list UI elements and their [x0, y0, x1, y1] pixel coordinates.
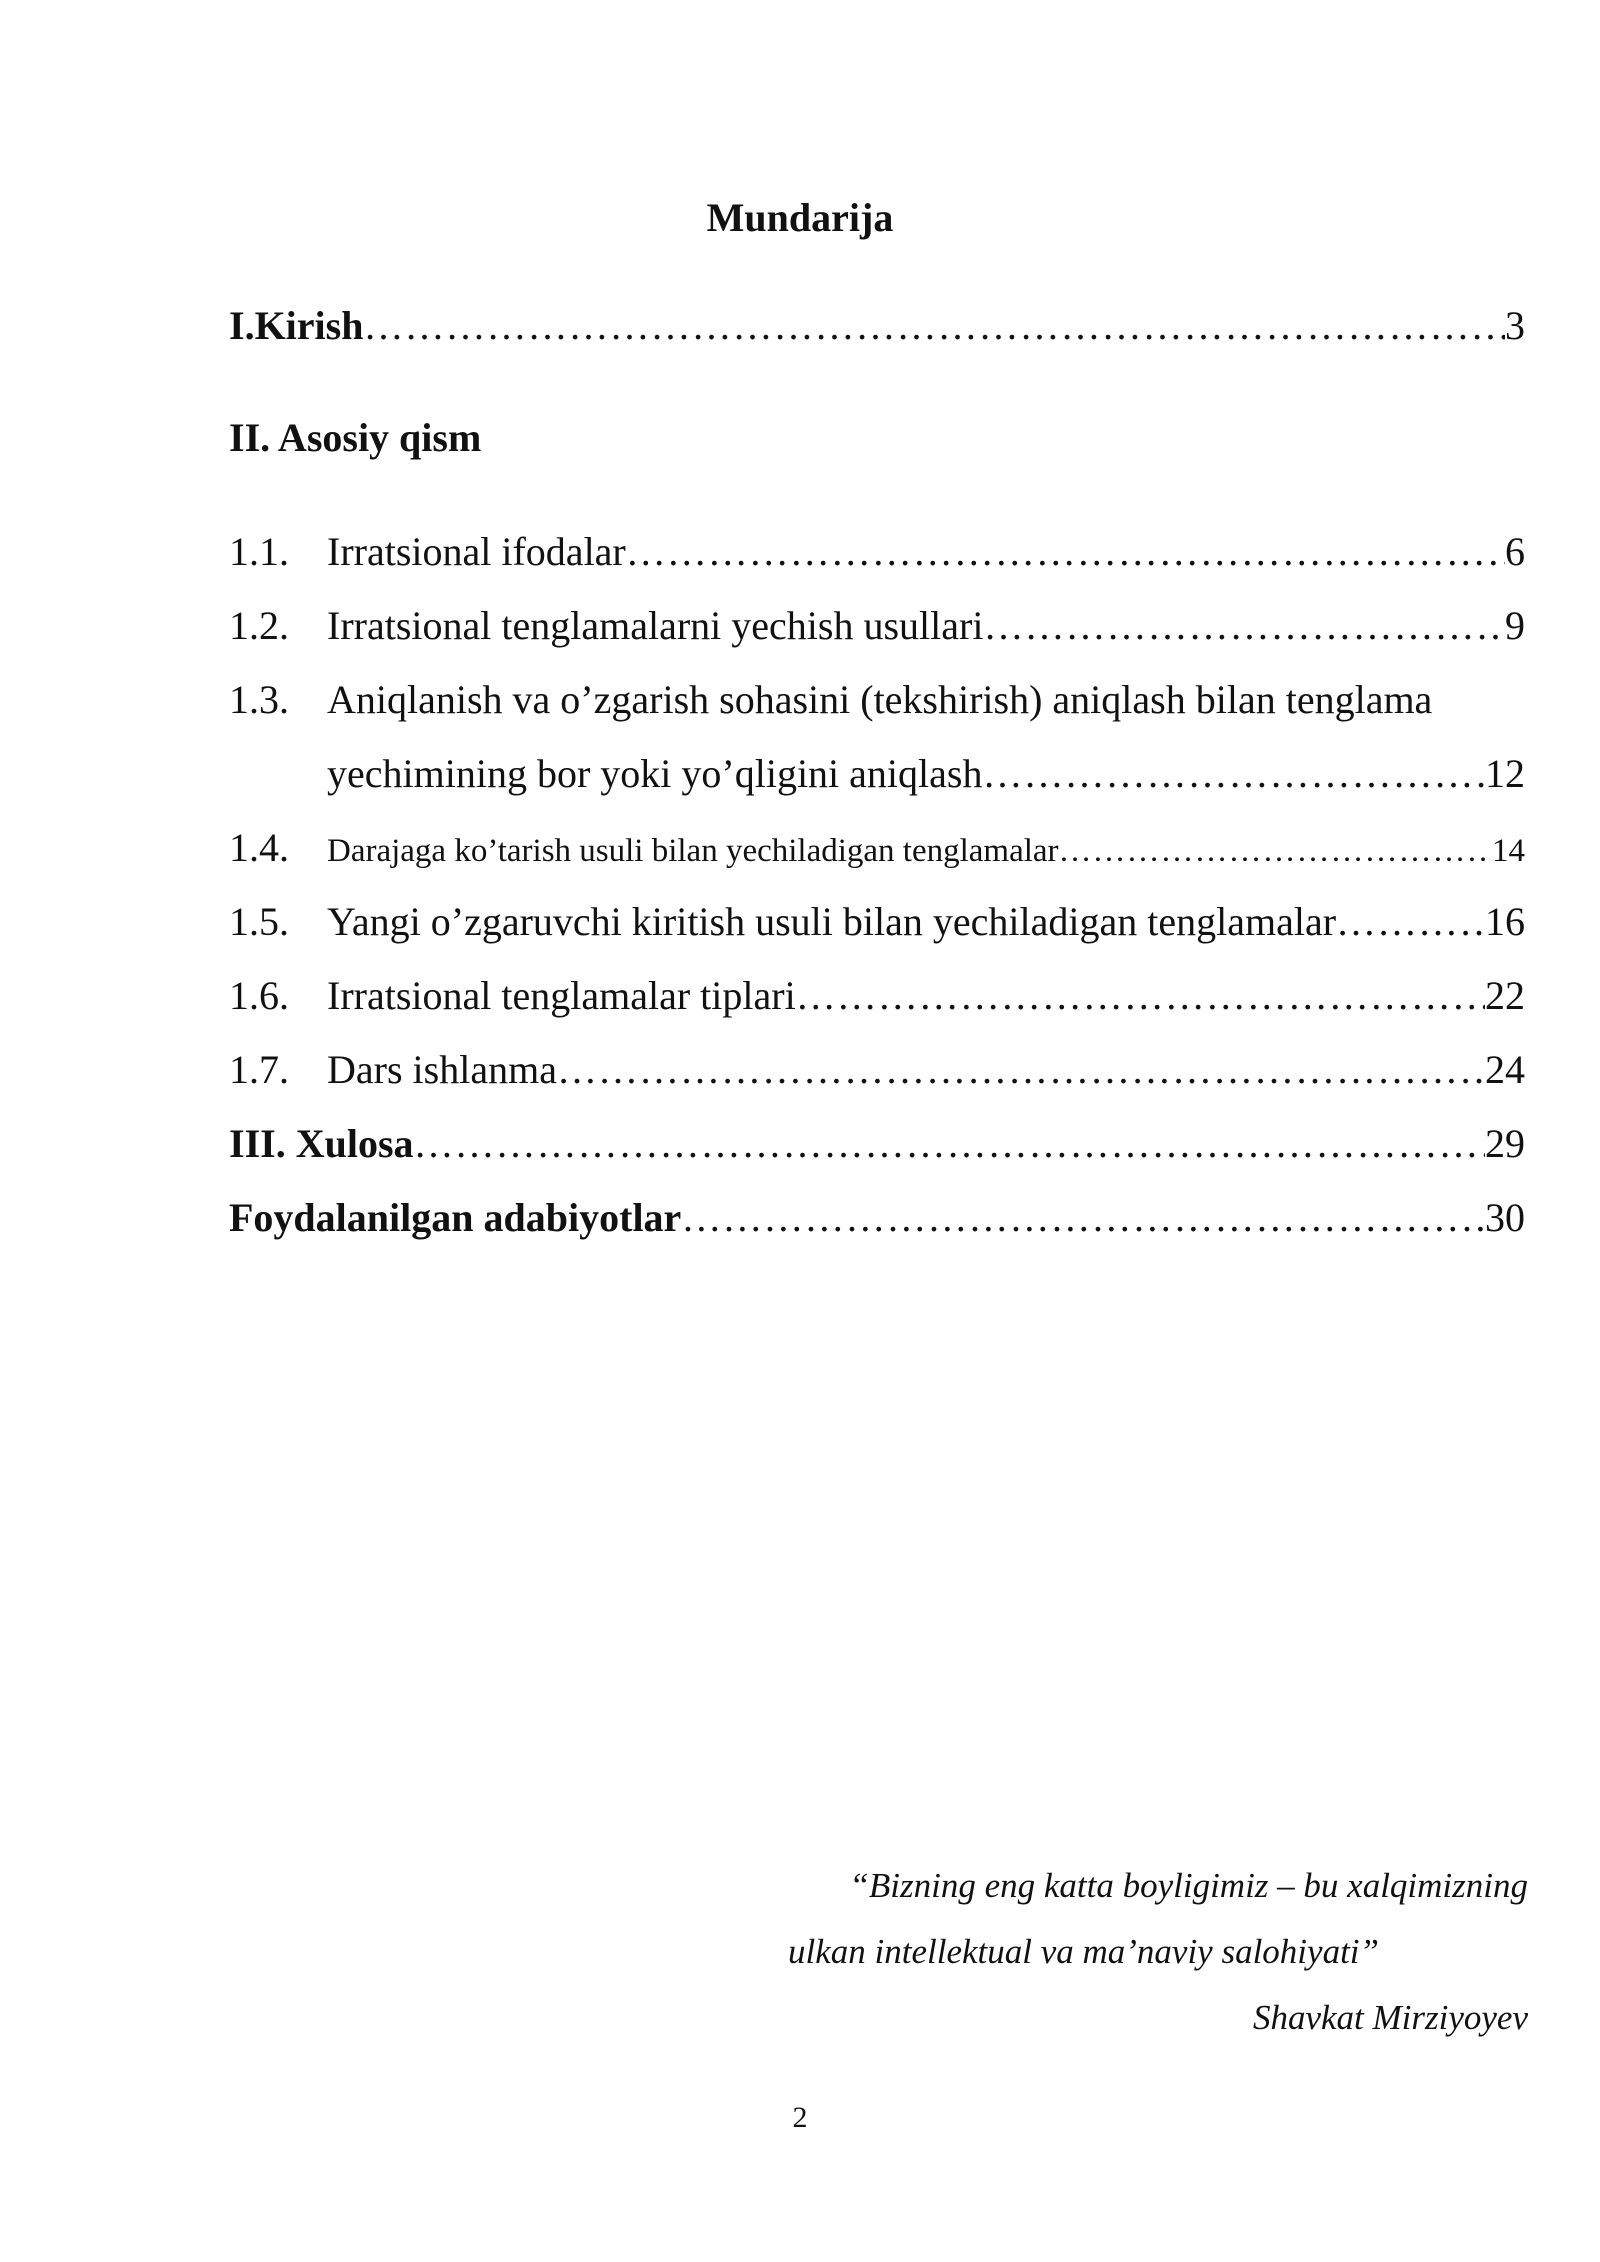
- toc-entry-page: 9: [1505, 603, 1525, 648]
- toc-entry-page: 12: [1485, 751, 1525, 796]
- dot-leader: [796, 968, 1485, 1024]
- toc-entry-label: Irratsional ifodalar: [327, 529, 626, 574]
- toc-entry-adabiyotlar: [229, 1190, 1525, 1246]
- toc-entry-label-continued: yechimining bor yoki yo’qligini aniqlash: [327, 751, 983, 796]
- toc-entry-label: I.Kirish: [229, 303, 364, 348]
- toc-entry-page: 30: [1485, 1195, 1525, 1240]
- dot-leader: [983, 598, 1505, 654]
- toc-entry-number: 1.6.: [229, 973, 289, 1018]
- dot-leader: [1336, 894, 1485, 950]
- dot-leader: [557, 1042, 1485, 1098]
- toc-entry-label: Aniqlanish va o’zgarish sohasini (tekshirish) aniqlash bilan tenglama: [327, 677, 1433, 722]
- toc-entry-label: III. Xulosa: [229, 1121, 414, 1166]
- toc-entry-number: 1.4.: [229, 825, 289, 870]
- toc-entry-1-6: [229, 968, 1525, 1024]
- dot-leader: [1059, 823, 1492, 879]
- toc-title: Mundarija: [706, 195, 894, 240]
- toc-heading-asosiy-qism: II. Asosiy qism: [229, 415, 482, 460]
- toc-entry-page: 16: [1485, 899, 1525, 944]
- dot-leader: [363, 298, 1505, 354]
- toc-entry-page: 14: [1492, 833, 1525, 869]
- toc-entry-label: Yangi o’zgaruvchi kiritish usuli bilan yechiladigan tenglamalar: [327, 899, 1337, 944]
- toc-entry-kirish: [229, 298, 1525, 354]
- toc-entry-label: Dars ishlanma: [327, 1047, 557, 1092]
- page-number: 2: [792, 2101, 808, 2134]
- toc-entry-page: 24: [1485, 1047, 1525, 1092]
- dot-leader: [626, 524, 1505, 580]
- toc-entry-label: Darajaga ko’tarish usuli bilan yechiladigan tenglamalar: [327, 833, 1059, 869]
- toc-entry-1-7: [229, 1042, 1525, 1098]
- toc-entry-number: 1.1.: [229, 529, 289, 574]
- toc-entry-page: 22: [1485, 973, 1525, 1018]
- dot-leader: [414, 1116, 1485, 1172]
- epigraph-line-2: ulkan intellektual va ma’naviy salohiyati”: [788, 1932, 1379, 1971]
- toc-entry-number: 1.7.: [229, 1047, 289, 1092]
- epigraph-line-1: “Bizning eng katta boyligimiz – bu xalqimizning: [849, 1866, 1528, 1905]
- toc-entry-number: 1.3.: [229, 677, 289, 722]
- dot-leader: [681, 1190, 1485, 1246]
- toc-entry-1-5: [229, 894, 1525, 950]
- toc-entry-label: Foydalanilgan adabiyotlar: [229, 1195, 682, 1240]
- toc-entry-number: 1.2.: [229, 603, 289, 648]
- toc-entry-page: 29: [1485, 1121, 1525, 1166]
- dot-leader: [982, 746, 1485, 802]
- toc-entry-1-3: [229, 672, 1525, 728]
- toc-entry-page: 3: [1505, 303, 1525, 348]
- epigraph-author: Shavkat Mirziyoyev: [1252, 1998, 1528, 2037]
- toc-entry-page: 6: [1505, 529, 1525, 574]
- toc-entry-1-3-continuation: [327, 746, 1525, 802]
- toc-entry-1-2: [229, 598, 1525, 654]
- toc-entry-label: Irratsional tenglamalar tiplari: [327, 973, 796, 1018]
- toc-entry-number: 1.5.: [229, 899, 289, 944]
- toc-entry-1-4: [229, 820, 1525, 879]
- toc-entry-label: Irratsional tenglamalarni yechish usullari: [327, 603, 984, 648]
- toc-entry-1-1: [229, 524, 1525, 580]
- toc-entry-xulosa: [229, 1116, 1525, 1172]
